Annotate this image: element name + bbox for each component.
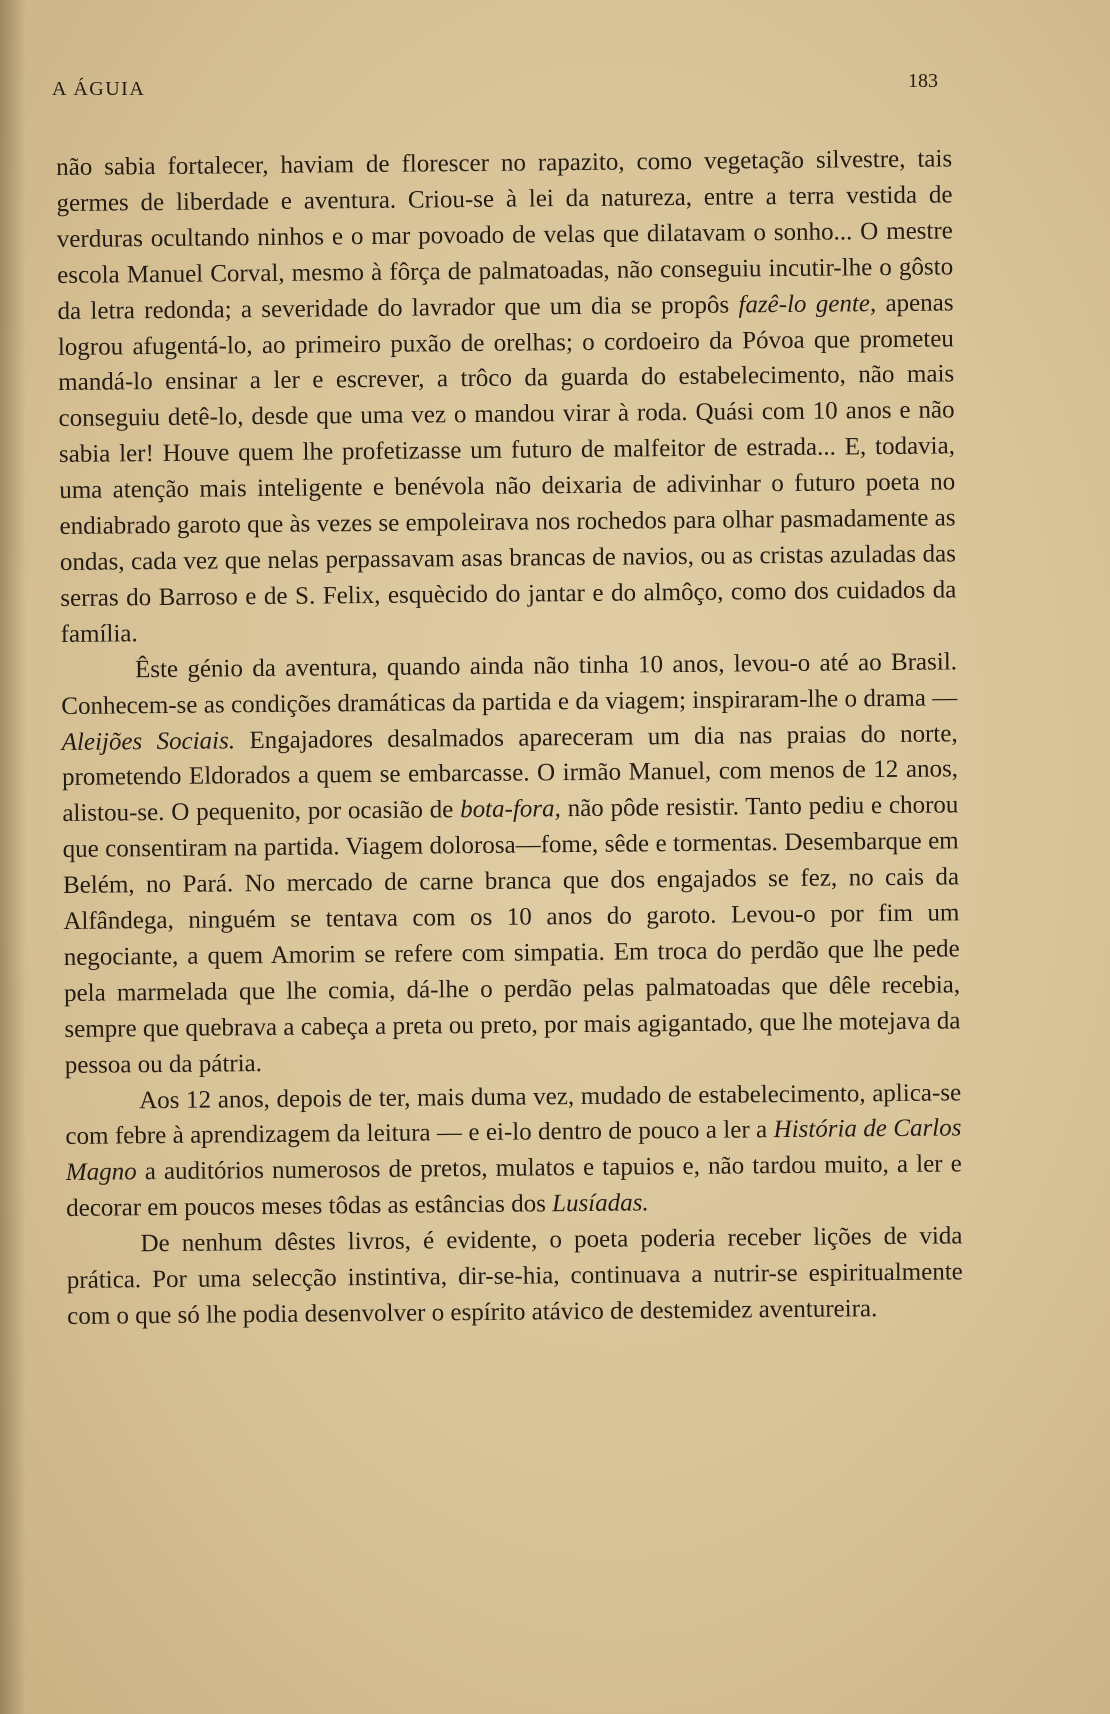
italic-phrase: História de Carlos Magno [65,1114,962,1187]
italic-phrase: bota-fora, [459,795,561,824]
italic-phrase: Lusíadas. [551,1189,649,1218]
paragraph [56,141,957,652]
page-number: 183 [908,70,938,92]
text-run: apenas logrou afugentá-lo, ao primeiro puxão de orelhas; o cordoeiro da Póvoa que prometeu mandá-lo ensinar a ler e escrever, a trôco da guarda do estabelecimento, não mais conseguiu detê-lo, desde que uma vez o mandou virar à roda. Quási com 10 anos e não sabia ler! Houve quem lhe profetizasse um futuro de malfeitor de estrada... E, todavia, uma atenção mais inteligente e benévola não deixaria de adivinhar o futuro poeta no endiabrado garoto que às vezes se empoleirava nos rochedos para olhar pasmadamente as ondas, cada vez que nelas perpassavam asas brancas de navios, ou as cristas azuladas das serras do Barroso e de S. Felix, esquècido do jantar e do almôço, como dos cuidados da família. [57,289,957,648]
text-run: Aos 12 anos, depois de ter, mais duma vez, mudado de estabelecimento, aplica-se com febre à aprendizagem da leitura — e ei-lo dentro de pouco a ler a [65,1078,962,1151]
body-text [56,141,963,1334]
paragraph [61,644,961,1083]
text-run: não sabia fortalecer, haviam de florescer no rapazito, como vegetação silvestre, tais germes de liberdade e aventura. Criou-se à lei da natureza, entre a terra vestida de verduras ocultando ninhos e o mar povoado de velas que dilatavam o sonho... O mestre escola Manuel Corval, mesmo à fôrça de palmatoadas, não conseguiu incutir-lhe o gôsto da letra redonda; a severidade do lavrador que um dia se propôs [56,145,954,325]
paragraph [65,1075,962,1227]
page-gutter-shadow [0,0,26,1714]
page-header [52,70,938,108]
text-run: a auditórios numerosos de pretos, mulatos e tapuios e, não tardou muito, a ler e decorar em poucos meses tôdas as estâncias dos [66,1150,962,1223]
text-run: Êste génio da aventura, quando ainda não tinha 10 anos, levou-o até ao Brasil. Conhecem-se as condições dramáticas da partida e da viagem; inspiraram-lhe o drama — [61,648,958,720]
text-run: De nenhum dêstes livros, é evidente, o poeta poderia receber lições de vida prática. Por uma selecção instintiva, dir-se-hia, continuava a nutrir-se espiritualmente com o que só lhe podia desenvolver o espírito atávico de destemidez aventureira. [66,1222,963,1330]
paragraph [66,1219,963,1335]
text-run: Engajadores desalmados apareceram um dia nas praias do norte, prometendo Eldorados a quem se embarcasse. O irmão Manuel, com menos de 12 anos, alistou-se. O pequenito, por ocasião de [61,719,959,828]
text-run: não pôde resistir. Tanto pediu e chorou que consentiram na partida. Viagem dolorosa—fome, sêde e tormentas. Desembarque em Belém, no Pará. No mercado de carne branca que dos engajados se fez, no cais da Alfândega, ninguém se tentava com os 10 anos do garoto. Levou-o por fim um negociante, a quem Amorim se refere com simpatia. Em troca do perdão que lhe pede pela marmelada que lhe comia, dá-lhe o perdão pelas palmatoadas que dêle recebia, sempre que quebrava a cabeça a preta ou preto, por mais agigantado, que lhe motejava da pessoa ou da pátria. [62,791,961,1079]
running-head: A ÁGUIA [52,78,146,100]
italic-phrase: fazê-lo gente, [738,289,877,319]
italic-phrase: Aleijões Sociais. [61,726,236,756]
